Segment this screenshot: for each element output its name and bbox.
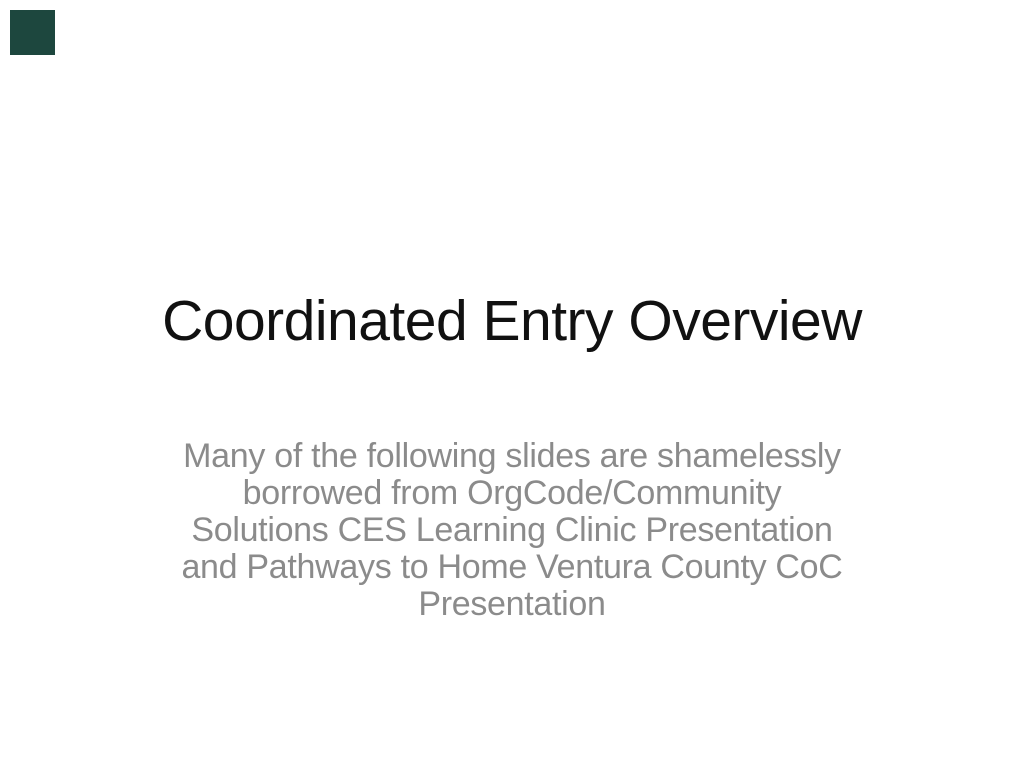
subtitle-line: and Pathways to Home Ventura County CoC — [181, 548, 843, 586]
subtitle-line: borrowed from OrgCode/Community — [242, 474, 782, 512]
subtitle-line: Many of the following slides are shamelessly — [183, 437, 841, 475]
corner-square-decoration — [10, 10, 55, 55]
subtitle-line: Solutions CES Learning Clinic Presentation — [191, 511, 833, 549]
slide-title: Coordinated Entry Overview — [162, 289, 862, 353]
slide-subtitle — [112, 438, 912, 623]
subtitle-line: Presentation — [418, 585, 606, 623]
